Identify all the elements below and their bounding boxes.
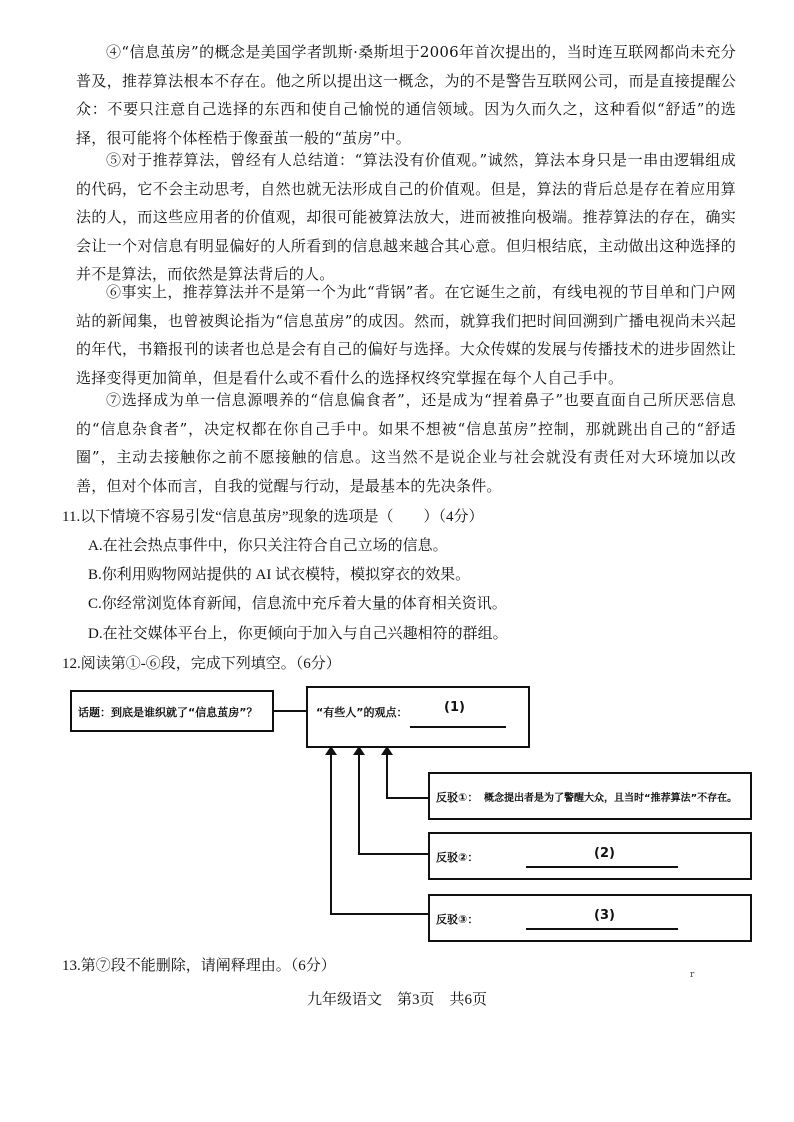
blank-2-line[interactable] [526,866,678,868]
page-footer: 九年级语文 第3页 共6页 [306,992,487,1008]
question-11-stem: 11.以下情境不容易引发“信息茧房”现象的选项是（ ）（4分） [62,509,484,525]
paragraph-5: ⑤对于推荐算法，曾经有人总结道：“算法没有价值观。”诚然，算法本身只是一串由逻辑组成的代码，它不会主动思考，自然也就无法形成自己的价值观。但是，算法的背后总是存在着应用算法的人，而这些应用者的价值观，却很可能被算法放大，进而被推向极端。推荐算法的存在，确实会让一个对信息有明显偏好的人所看到的信息越来越合其心意。但归根结底，主动做出这种选择的并不是算法，而依然是算法背后的人。 [76,151,736,283]
blank-1-marker: (1) [444,700,465,715]
rebuttal-2-box [428,832,752,880]
viewpoint-label: “有些人”的观点： [316,706,408,719]
arrow-1-shaft [386,752,388,799]
rebuttal-3-box [428,894,752,942]
question-11-option-d: D.在社交媒体平台上，你更倾向于加入与自己兴趣相符的群组。 [88,626,508,642]
question-11-option-c: C.你经常浏览体育新闻，信息流中充斥着大量的体育相关资讯。 [88,596,507,612]
arrow-3-head-icon [325,746,337,755]
arrow-1-elbow [386,797,428,799]
rebuttal-1-label: 反驳①： [436,791,479,804]
question-11-option-b: B.你利用购物网站提供的 AI 试衣模特，模拟穿衣的效果。 [88,567,471,583]
arrow-2-shaft [358,752,360,855]
question-12-stem: 12.阅读第①-⑥段，完成下列填空。（6分） [62,656,341,672]
topic-box [70,690,274,732]
arrow-3-shaft [330,752,332,915]
blank-1-line[interactable] [410,726,506,728]
arrow-3-elbow [330,913,428,915]
paragraph-7: ⑦选择成为单一信息源喂养的“信息偏食者”，还是成为“捏着鼻子”也要直面自己所厌恶信息的“信息杂食者”，决定权都在你自己手中。如果不想被“信息茧房”控制，那就跳出自己的“舒适圈”，主动去接触你之前不愿接触的信息。这当然不是说企业与社会就没有责任对大环境加以改善，但对个体而言，自我的觉醒与行动，是最基本的先决条件。 [76,391,736,495]
arrow-2-head-icon [353,746,365,755]
question-13-stem: 13.第⑦段不能删除，请阐释理由。（6分） [62,958,336,974]
paragraph-6: ⑥事实上，推荐算法并不是第一个为此“背锅”者。在它诞生之前，有线电视的节目单和门户网站的新闻集，也曾被舆论指为“信息茧房”的成因。然而，就算我们把时间回溯到广播电视尚未兴起的年代，书籍报刊的读者也总是会有自己的偏好与选择。大众传媒的发展与传播技术的进步固然让选择变得更加简单，但是看什么或不看什么的选择权终究掌握在每个人自己手中。 [76,283,736,387]
blank-3-line[interactable] [526,928,678,930]
rebuttal-2-label: 反驳②： [436,851,479,864]
arrow-2-elbow [358,853,428,855]
arrow-1-head-icon [381,746,393,755]
viewpoint-box [306,686,530,748]
question-11-option-a: A.在社会热点事件中，你只关注符合自己立场的信息。 [88,538,448,554]
rebuttal-1-box [428,772,752,820]
topic-text: 话题：到底是谁织就了“信息茧房”？ [78,706,258,719]
blank-3-marker: (3) [594,908,615,923]
stray-mark: r [690,970,695,980]
rebuttal-3-label: 反驳③： [436,913,479,926]
paragraph-4: ④“信息茧房”的概念是美国学者凯斯·桑斯坦于2006年首次提出的，当时连互联网都尚未充分普及，推荐算法根本不存在。他之所以提出这一概念，为的不是警告互联网公司，而是直接提醒公众：不要只注意自己选择的东西和使自己愉悦的通信领域。因为久而久之，这种看似“舒适”的选择，很可能将个体桎梏于像蚕茧一般的“茧房”中。 [76,43,736,147]
blank-2-marker: (2) [594,846,615,861]
rebuttal-1-text: 概念提出者是为了警醒大众，且当时“推荐算法”不存在。 [484,793,738,804]
topic-connector [272,710,306,712]
